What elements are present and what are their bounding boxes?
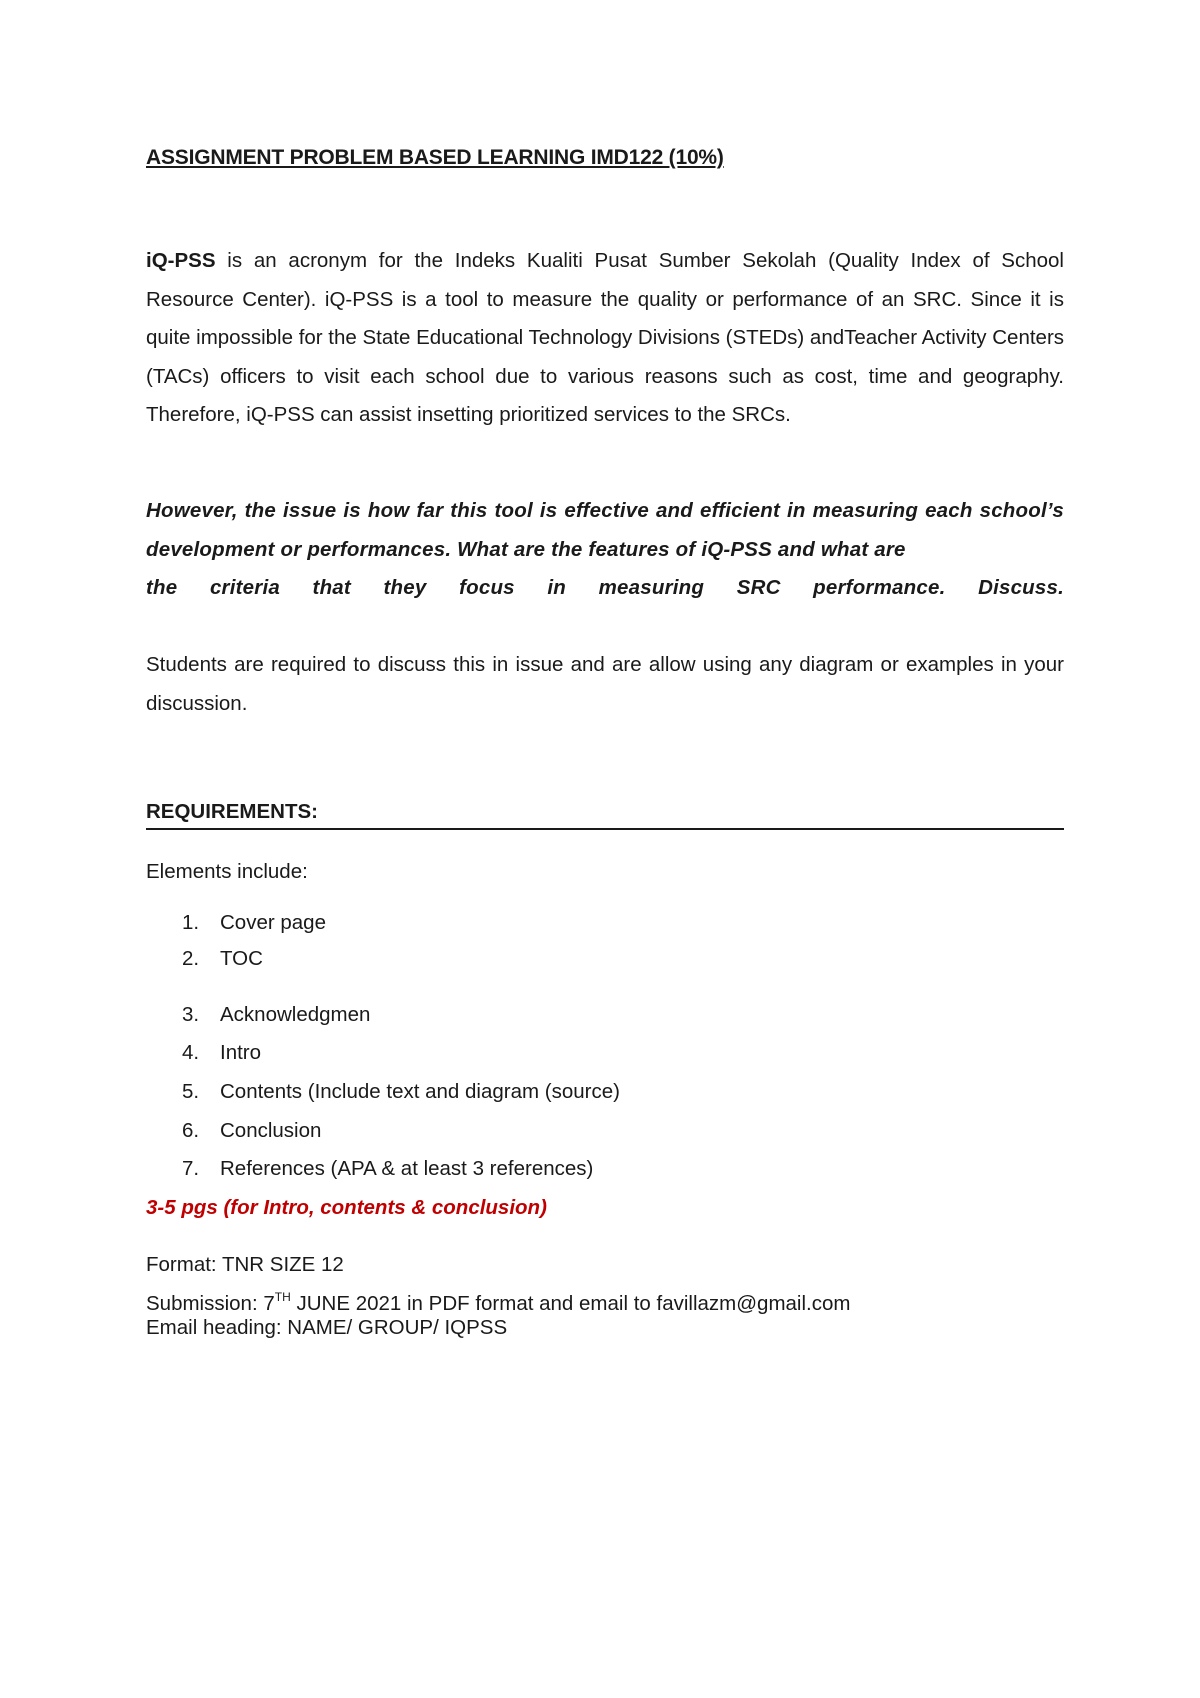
list-item [182, 1157, 593, 1181]
list-item-label: Intro [220, 1041, 262, 1064]
list-item-label: Conclusion [220, 1119, 322, 1142]
students-note: Students are required to discuss this in issue and are allow using any diagram or examples in your discussion. [146, 653, 1064, 715]
format-line: Format: TNR SIZE 12 [146, 1253, 344, 1276]
question-main: However, the issue is how far this tool is effective and efficient in measuring each school’s development or performances. What are the features of iQ-PSS and what are [146, 499, 1064, 561]
list-item [182, 947, 263, 971]
intro-term: iQ-PSS [146, 249, 216, 272]
email-heading-line: Email heading: NAME/ GROUP/ IQPSS [146, 1316, 508, 1339]
discussion-question [146, 492, 1064, 608]
submission-line [146, 1290, 850, 1316]
submission-rest: JUNE 2021 in PDF format and email to favillazm@gmail.com [290, 1292, 851, 1315]
question-last-line: the criteria that they focus in measuring SRC performance. Discuss. [146, 576, 1064, 600]
list-item-number: 4. [182, 1041, 200, 1064]
list-item-number: 1. [182, 911, 200, 934]
submission-prefix: Submission: 7 [146, 1292, 275, 1315]
list-item [182, 911, 326, 935]
list-item-number: 7. [182, 1157, 200, 1180]
list-item-number: 6. [182, 1119, 200, 1142]
list-item-number: 3. [182, 1003, 200, 1026]
list-item [182, 1041, 261, 1065]
list-item-label: TOC [220, 947, 263, 970]
intro-text: is an acronym for the Indeks Kualiti Pusat Sumber Sekolah (Quality Index of School Resource Center). iQ-PSS is a tool to measure the quality or performance of an SRC. Since it is quite impossible for the State Educational Technology Divisions (STEDs) andTeacher Activity Centers (TACs) officers to visit each school due to various reasons such as cost, time and geography. Therefore, iQ-PSS can assist insetting prioritized services to the SRCs. [146, 249, 1065, 427]
list-item-label: Contents (Include text and diagram (source) [220, 1080, 620, 1103]
list-item-label: Cover page [220, 911, 326, 934]
submission-superscript: TH [274, 1290, 291, 1304]
assignment-title: ASSIGNMENT PROBLEM BASED LEARNING IMD122 (10%) [146, 146, 724, 169]
list-item-label: References (APA & at least 3 references) [220, 1157, 594, 1180]
requirements-heading: REQUIREMENTS: [146, 800, 1064, 830]
intro-paragraph [146, 242, 1064, 435]
list-item [182, 1003, 370, 1027]
elements-label: Elements include: [146, 860, 308, 883]
pages-note: 3-5 pgs (for Intro, contents & conclusion) [146, 1196, 547, 1219]
list-item [182, 1080, 620, 1104]
list-item-label: Acknowledgmen [220, 1003, 371, 1026]
list-item [182, 1119, 321, 1143]
list-item-number: 2. [182, 947, 200, 970]
list-item-number: 5. [182, 1080, 200, 1103]
